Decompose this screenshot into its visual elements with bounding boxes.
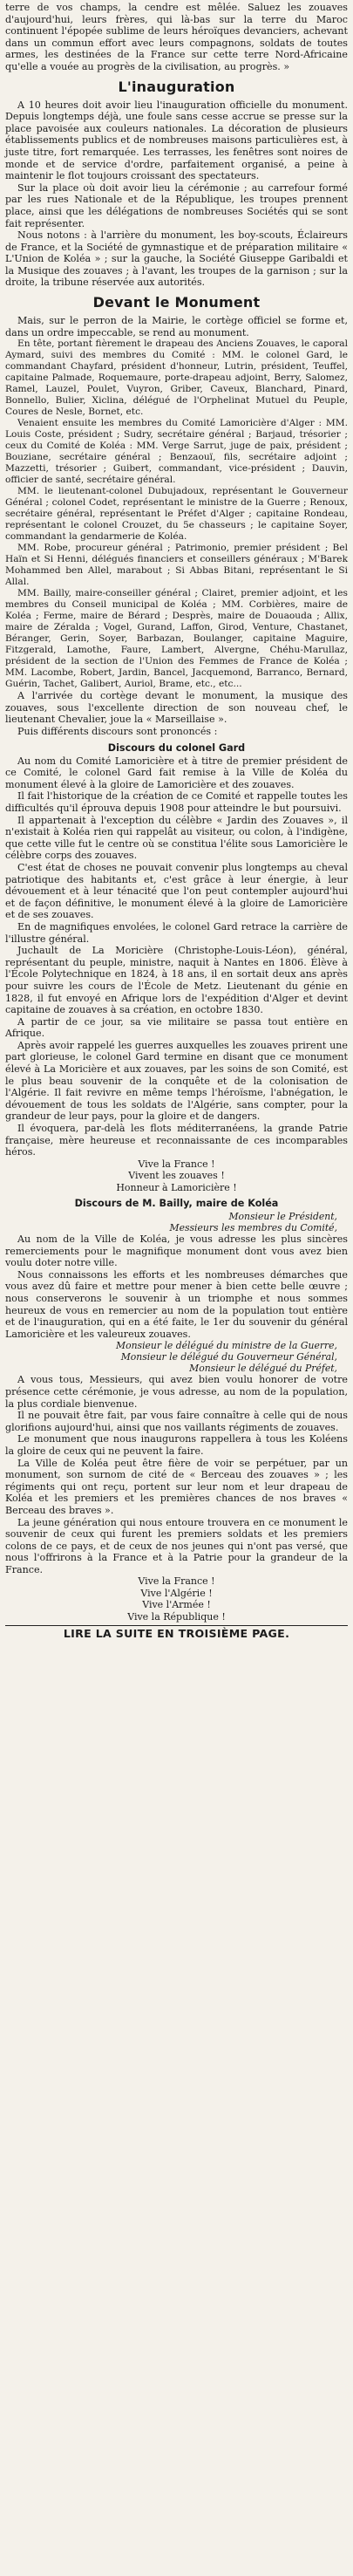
paragraph: A vous tous, Messieurs, qui avez bien voulu honorer de votre présence cette cérémonie, je vous adresse, au nom de la population, la plus cordiale bienvenue. — [5, 1374, 348, 1410]
paragraph: MM. le lieutenant-colonel Dubujadoux, représentant le Gouverneur Général ; colonel Codet, représentant le ministre de la Guerre ; Renoux, secrétaire général, représentant le Préfet d'Alger ; capitaine Rondeau, représentant le colonel Crouzet, du 5e chasseurs ; le capitaine Soyer, commandant la gendarmerie de Koléa. — [5, 486, 348, 543]
paragraph: Sur la place où doit avoir lieu la cérémonie ; au carrefour formé par les rues Nationale et de la République, les troupes prennent place, ainsi que les délégations de nombreuses Sociétés qui se sont fait représenter. — [5, 181, 348, 229]
paragraph: Il ne pouvait être fait, par vous faire connaître à celle qui de nous glorifions aujourd'hui, ainsi que nos vaillants régiments de zouaves. — [5, 1410, 348, 1433]
paragraph: Juchault de La Moricière (Christophe-Louis-Léon), général, représentant du peuple, ministre, naquit à Nantes en 1806. Élève à l'École Polytechnique en 1824, à 18 ans, il en sortait deux ans après pour suivre les cours de l'École de Metz. Lieutenant du génie en 1828, il fut envoyé en Afrique lors de l'expédition d'Alger et devint capitaine de zouaves à sa création, en octobre 1830. — [5, 945, 348, 1016]
paragraph: Après avoir rappelé les guerres auxquelles les zouaves prirent une part glorieuse, le colonel Gard termine en disant que ce monument élevé à La Moricière et aux zouaves, par les soins de son Comité, est le plus beau souvenir de la conquête et de la colonisation de l'Algérie. Il fait revivre en même temps l'héroïsme, l'abnégation, le dévouement de tous les soldats de l'Algérie, sans compter, pour la grandeur de leur pays, pour la gloire et de dangers. — [5, 1039, 348, 1123]
paragraph: Il fait l'historique de la création de ce Comité et rappelle toutes les difficultés qu'il éprouva depuis 1908 pour atteindre le but poursuivi. — [5, 790, 348, 814]
salutation-line: Monsieur le délégué du ministre de la Guerre, — [116, 1340, 337, 1352]
paragraph: Mais, sur le perron de la Mairie, le cortège officiel se forme et, dans un ordre impeccable, se rend au monument. — [5, 315, 348, 338]
paragraph: C'est état de choses ne pouvait convenir plus longtemps au cheval patriotique des habitants et, c'est grâce à leur énergie, à leur dévouement et à leur ténacité que l'on peut contempler aujourd'hui et de façon définitive, le monument élevé à la gloire de Lamoricière et de ses zouaves. — [5, 861, 348, 921]
paragraph: Venaient ensuite les membres du Comité Lamoricière d'Alger : MM. Louis Coste, président ; Sudry, secrétaire général ; Barjaud, trésorier ; ceux du Comité de Koléa : MM. Verge Sarrut, juge de paix, président ; Bouziane, secrétaire général ; Benzaouï, fils, secrétaire adjoint ; Mazzetti, trésorier ; Guibert, commandant, vice-président ; Dauvin, officier de santé, secrétaire général. — [5, 418, 348, 486]
salutation-line: Monsieur le Président, — [228, 1211, 337, 1223]
salutation-line: Messieurs les membres du Comité, — [169, 1222, 337, 1234]
salutation-line: Monsieur le délégué du Préfet, — [189, 1363, 337, 1375]
speech-heading-bailly: Discours de M. Bailly, maire de Koléa — [74, 1198, 279, 1210]
section-heading-inauguration: L'inauguration — [118, 78, 235, 95]
cheer-line: Vive la France ! — [138, 1575, 215, 1588]
cheer-line: Honneur à Lamoricière ! — [116, 1181, 237, 1193]
paragraph: A l'arrivée du cortège devant le monument, la musique des zouaves, sous l'excellente direction de son nouveau chef, le lieutenant Chevalier, joue la « Marseillaise ». — [5, 690, 348, 726]
cheer-line: Vive l'Algérie ! — [140, 1587, 213, 1599]
paragraph: Il évoquera, par-delà les flots méditerranéens, la grande Patrie française, mère heureuse et reconnaissante de ces incomparables héros. — [5, 1123, 348, 1158]
section-heading-monument: Devant le Monument — [92, 294, 261, 311]
paragraph: MM. Robe, procureur général ; Patrimonio, premier président ; Bel Haïn et Si Henni, délégués financiers et conseillers généraux ; M'Barek Mohammed ben Allel, marabout ; Si Abbas Bitani, représentant le Si Allal. — [5, 543, 348, 588]
paragraph: La jeune génération qui nous entoure trouvera en ce monument le souvenir de ceux qui furent les premiers soldats et les premiers colons de ce pays, et de ceux de nos jeunes qui n'ont pas versé, que nous l'offrirons à la France et à la Patrie pour la grandeur de la France. — [5, 1516, 348, 1575]
paragraph: Puis différents discours sont prononcés : — [17, 726, 218, 738]
continued-notice: LIRE LA SUITE EN TROISIÈME PAGE. — [63, 1627, 290, 1641]
intro-paragraph: terre de vos champs, la cendre est mêlée. Saluez les zouaves d'aujourd'hui, leurs frères, qui là-bas sur la terre du Maroc continuent l'épopée sublime de leurs héroïques devanciers, achevant dans un commun effort avec leurs compagnons, soldats de toutes armes, les destinées de la France sur cette terre Nord-Africaine qu'elle a vouée au progrès de la civilisation, au progrès. » — [5, 2, 348, 72]
footer-divider — [5, 1625, 348, 1626]
paragraph: A 10 heures doit avoir lieu l'inauguration officielle du monument. Depuis longtemps déjà, une foule sans cesse accrue se presse sur la place pavoisée aux couleurs nationales. La décoration de plusieurs établissements publics et de nombreuses maisons particulières est, à juste titre, fort remarquée. Les terrasses, les fenêtres sont noires de monde et de service d'ordre, parfaitement organisé, a peine à maintenir le flot toujours croissant des spectateurs. — [5, 99, 348, 182]
cheer-line: Vive l'Armée ! — [142, 1599, 211, 1611]
paragraph: Nous notons : à l'arrière du monument, les boy-scouts, Éclaireurs de France, et la Société de gymnastique et de préparation militaire « L'Union de Koléa » ; sur la gauche, la Société Giuseppe Garibaldi et la Musique des zouaves ; à l'avant, les troupes de la garnison ; sur la droite, la tribune réservée aux autorités. — [5, 229, 348, 289]
salutation-line: Monsieur le délégué du Gouverneur Général, — [120, 1351, 337, 1363]
paragraph: Le monument que nous inaugurons rappellera à tous les Koléens la gloire de ceux qui ne peuvent la faire. — [5, 1433, 348, 1457]
paragraph: Nous connaissons les efforts et les nombreuses démarches que vous avez dû faire et mettre pour mener à bien cette belle œuvre ; nous conserverons le souvenir à un triomphe et nous sommes heureux de vous en remercier au nom de la population tout entière et de l'inauguration, qui en a été faite, le 1er du souvenir du général Lamoricière et les valeureux zouaves. — [5, 1268, 348, 1340]
speech-heading-gard: Discours du colonel Gard — [107, 741, 246, 754]
paragraph: En de magnifiques envolées, le colonel Gard retrace la carrière de l'illustre général. — [5, 920, 348, 945]
paragraph: A partir de ce jour, sa vie militaire se passa tout entière en Afrique. — [5, 1015, 348, 1040]
cheer-line: Vivent les zouaves ! — [128, 1170, 225, 1182]
paragraph: Il appartenait à l'exception du célèbre « Jardin des Zouaves », il n'existait à Koléa rien qui rappelât au visiteur, ou colon, à l'indigène, que cette ville fut le centre où se constitua l'élite sous Lamoricière le célèbre corps des zouaves. — [5, 814, 348, 862]
cheer-line: Vive la France ! — [138, 1158, 215, 1170]
paragraph: La Ville de Koléa peut être fière de voir se perpétuer, par un monument, son surnom de cité de « Berceau des zouaves » ; les régiments qui ont reçu, portent sur leur nom et leur drapeau de Koléa et les premiers et les premières chances de nos braves « Berceau des braves ». — [5, 1457, 348, 1516]
paragraph: En tête, portant fièrement le drapeau des Anciens Zouaves, le caporal Aymard, suivi des membres du Comité : MM. le colonel Gard, le commandant Chayfard, président d'honneur, Lutrin, président, Teuffel, capitaine Palmade, Roquemaure, porte-drapeau adjoint, Berry, Salomez, Ramel, Lauzel, Poulet, Vuyron, Griber, Caveux, Blanchard, Pinard, Bonnello, Bulier, Xiclina, délégué de l'Orphelinat Mutuel du Peuple, Coures de Nesle, Bornet, etc. — [5, 338, 348, 418]
paragraph: Au nom de la Ville de Koléa, je vous adresse les plus sincères remerciements pour le magnifique monument dont vous avez bien voulu doter notre ville. — [5, 1233, 348, 1269]
paragraph: MM. Bailly, maire-conseiller général ; Clairet, premier adjoint, et les membres du Conseil municipal de Koléa ; MM. Corbières, maire de Koléa ; Ferme, maire de Bérard ; Desprès, maire de Douaouda ; Allix, maire de Zéralda ; Vogel, Gurand, Laffon, Girod, Venture, Chastanet, Béranger, Gerin, Soyer, Barbazan, Boulanger, capitaine Maguire, Fitzgerald, Lamothe, Faure, Lambert, Alvergne, Chéhu-Marullaz, président de la section de l'Union des Femmes de France de Koléa ; MM. Lacombe, Robert, Jardin, Bancel, Jacquemond, Barranco, Bernard, Guérin, Tachet, Galibert, Auriol, Brame, etc., etc... — [5, 588, 348, 690]
paragraph: Au nom du Comité Lamoricière et à titre de premier président de ce Comité, le colonel Gard fait remise à la Ville de Koléa du monument élevé à la gloire de Lamoricière et des zouaves. — [5, 755, 348, 790]
cheer-line: Vive la République ! — [127, 1610, 226, 1623]
